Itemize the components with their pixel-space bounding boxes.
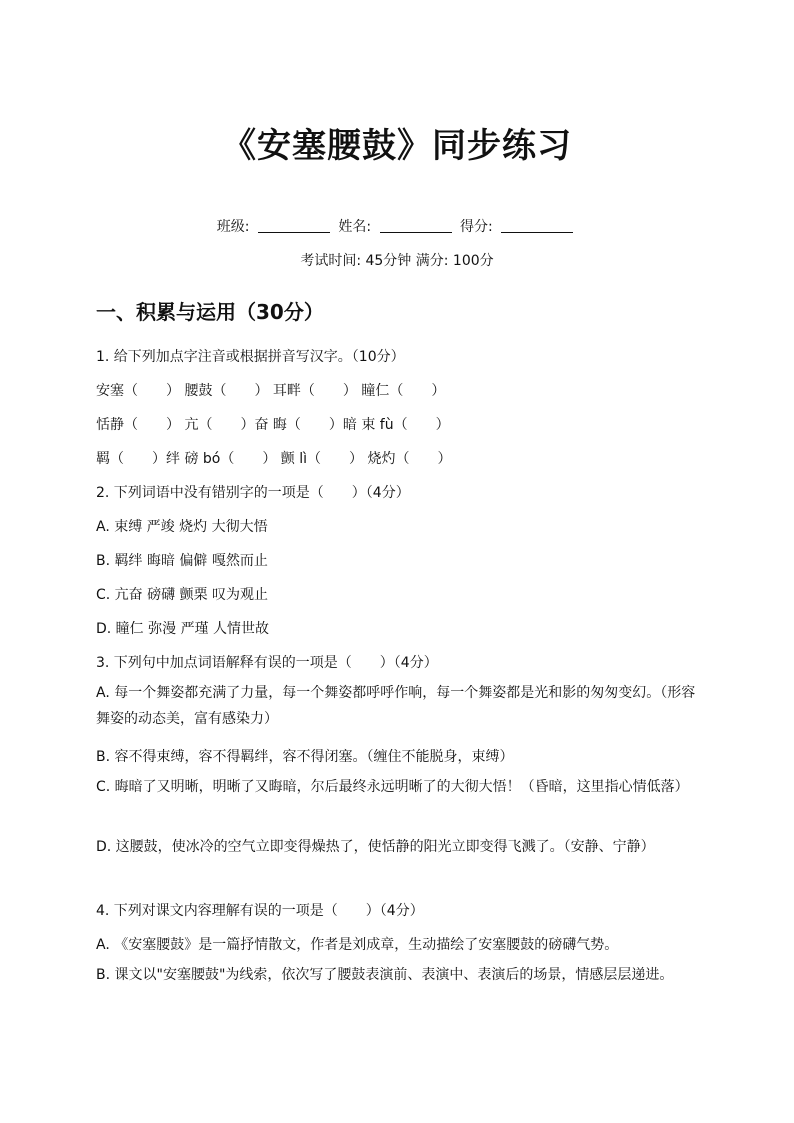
section-heading: 一、积累与运用（30分）	[96, 300, 324, 324]
q3-option-d: D. 这腰鼓，使冰冷的空气立即变得燥热了，使恬静的阳光立即变得飞溅了。（安静、宁静）	[96, 839, 655, 855]
q4-stem: 4. 下列对课文内容理解有误的一项是（ ）（4分）	[96, 903, 424, 919]
score-label: 得分:	[460, 219, 493, 235]
q3-stem: 3. 下列句中加点词语解释有误的一项是（ ）（4分）	[96, 655, 438, 671]
q1-stem: 1. 给下列加点字注音或根据拼音写汉字。（10分）	[96, 349, 405, 365]
q1-row2: 恬静（ ） 亢（ ）奋 晦（ ）暗 束 fù（ ）	[96, 417, 450, 433]
name-label: 姓名:	[338, 219, 372, 235]
q1-row3: 羁（ ）绊 磅 bó（ ） 颤 lì（ ） 烧灼（ ）	[96, 451, 452, 467]
class-label: 班级:	[216, 219, 250, 235]
student-info-line	[0, 216, 794, 236]
score-blank[interactable]	[501, 218, 573, 233]
q2-option-c: C. 亢奋 磅礴 颤栗 叹为观止	[96, 587, 269, 603]
q2-option-a: A. 束缚 严竣 烧灼 大彻大悟	[96, 519, 268, 535]
class-blank[interactable]	[258, 218, 330, 233]
q4-option-a: A. 《安塞腰鼓》是一篇抒情散文，作者是刘成章，生动描绘了安塞腰鼓的磅礴气势。	[96, 937, 619, 953]
q4-option-b: B. 课文以"安塞腰鼓"为线索，依次写了腰鼓表演前、表演中、表演后的场景，情感层层递进。	[96, 967, 674, 983]
q3-option-b: B. 容不得束缚，容不得羁绊，容不得闭塞。（缠住不能脱身，束缚）	[96, 749, 514, 765]
q2-stem: 2. 下列词语中没有错别字的一项是（ ）（4分）	[96, 485, 410, 501]
page-title: 《安塞腰鼓》同步练习	[222, 126, 572, 166]
q3-option-a: A. 每一个舞姿都充满了力量，每一个舞姿都呼呼作响，每一个舞姿都是光和影的匆匆变幻。（形容舞姿的动态美，富有感染力）	[96, 685, 696, 727]
name-blank[interactable]	[380, 218, 452, 233]
q1-row1: 安塞（ ） 腰鼓（ ） 耳畔（ ） 瞳仁（ ）	[96, 383, 446, 399]
exam-info: 考试时间: 45分钟 满分: 100分	[300, 253, 494, 269]
q2-option-b: B. 羁绊 晦暗 偏僻 嘎然而止	[96, 553, 268, 569]
q2-option-d: D. 瞳仁 弥漫 严瑾 人情世故	[96, 621, 270, 637]
q3-option-c: C. 晦暗了又明晰，明晰了又晦暗，尔后最终永远明晰了的大彻大悟！（昏暗，这里指心情低落）	[96, 779, 689, 795]
